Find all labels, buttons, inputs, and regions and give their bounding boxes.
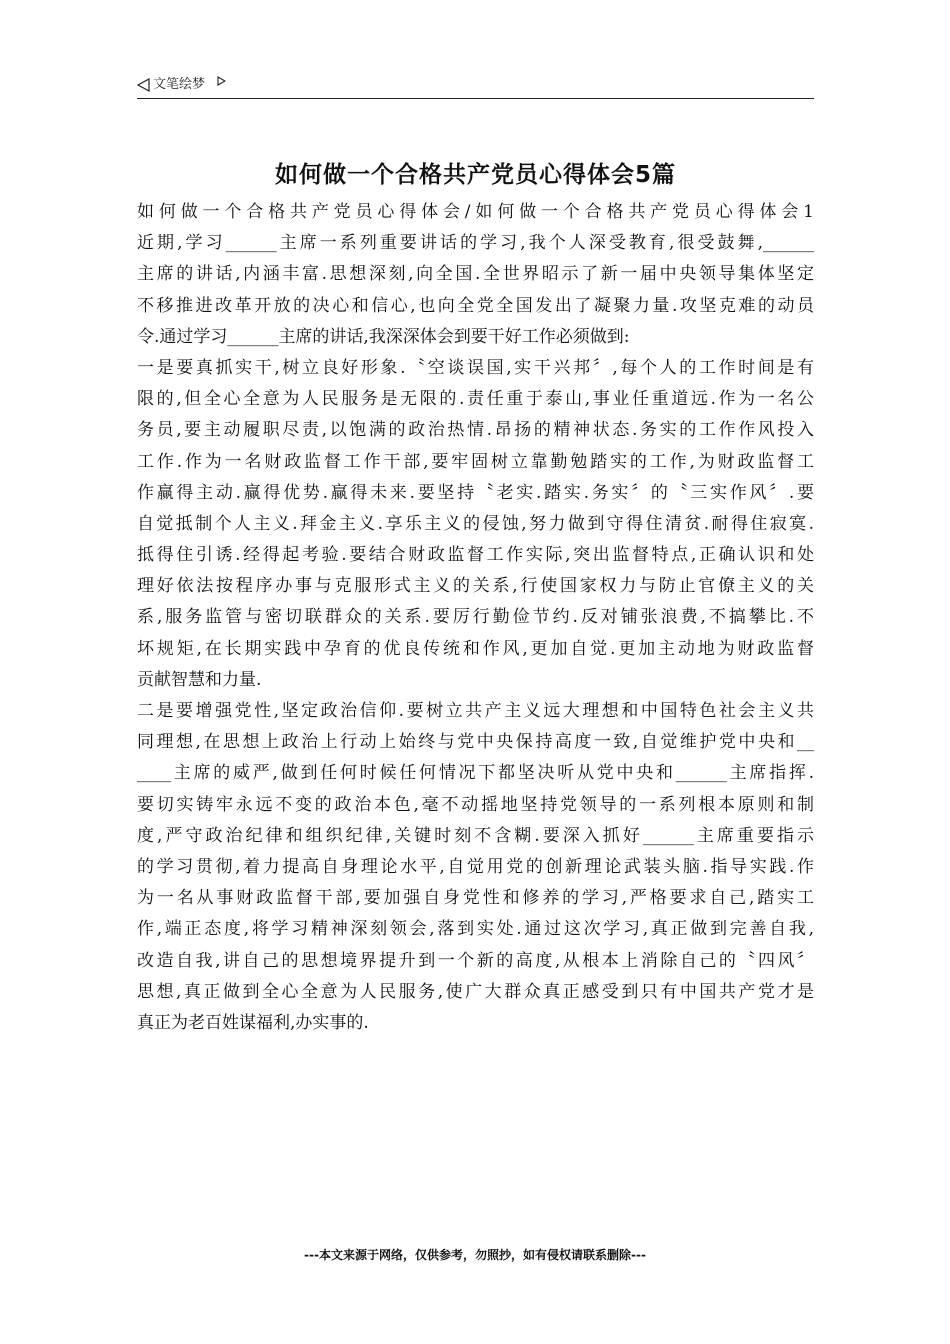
body-line: 令.通过学习______主席的讲话,我深深体会到要干好工作必须做到: — [137, 326, 630, 347]
document-title: 如何做一个合格共产党员心得体会5篇 — [274, 162, 676, 189]
body-line: 要切实铸牢永远不变的政治本色,毫不动摇地坚持党领导的一系列根本原则和制 — [137, 794, 814, 815]
footer-notice: ---本文来源于网络，仅供参考，勿照抄，如有侵权请联系删除--- — [304, 1248, 646, 1262]
body-line: 主席的讲话,内涵丰富.思想深刻,向全国.全世界昭示了新一届中央领导集体坚定 — [137, 264, 814, 285]
body-line: 系,服务监管与密切联群众的关系.要厉行勤俭节约.反对铺张浪费,不搞攀比.不 — [137, 607, 814, 628]
body-line: 一是要真抓实干,树立良好形象.〝空谈误国,实干兴邦〞,每个人的工作时间是有 — [137, 357, 814, 378]
body-line: 不移推进改革开放的决心和信心,也向全党全国发出了凝聚力量.攻坚克难的动员 — [137, 295, 814, 316]
body-line: 务员,要主动履职尽责,以饱满的政治热情.昂扬的精神状态.务实的工作作风投入 — [137, 420, 814, 441]
body-line: 作,端正态度,将学习精神深刻领会,落到实处.通过这次学习,真正做到完善自我, — [137, 919, 814, 940]
header-brand — [137, 76, 226, 94]
body-line: 贡献智慧和力量. — [137, 669, 262, 690]
body-line: 工作.作为一名财政监督工作干部,要牢固树立靠勤勉踏实的工作,为财政监督工 — [137, 451, 814, 472]
body-line: 真正为老百姓谋福利,办实事的. — [137, 1012, 369, 1033]
body-line: 抵得住引诱.经得起考验.要结合财政监督工作实际,突出监督特点,正确认识和处 — [137, 545, 814, 566]
body-line: 的学习贯彻,着力提高自身理论水平,自觉用党的创新理论武装头脑.指导实践.作 — [137, 856, 814, 877]
body-line: 近期,学习______主席一系列重要讲话的学习,我个人深受教育,很受鼓舞,______ — [137, 233, 814, 254]
body-line: 坏规矩,在长期实践中孕育的优良传统和作风,更加自觉.更加主动地为财政监督 — [137, 638, 814, 659]
body-line: 改造自我,讲自己的思想境界提升到一个新的高度,从根本上消除自己的〝四风〞 — [137, 950, 814, 971]
body-line: 自觉抵制个人主义.拜金主义.享乐主义的侵蚀,努力做到守得住清贫.耐得住寂寞. — [137, 513, 814, 534]
body-line: 理好依法按程序办事与克服形式主义的关系,行使国家权力与防止官僚主义的关 — [137, 576, 814, 597]
left-triangle-icon — [137, 78, 150, 92]
page-header — [137, 74, 814, 99]
body-line: 为一名从事财政监督干部,要加强自身党性和修养的学习,严格要求自己,踏实工 — [137, 888, 814, 909]
body-line: 思想,真正做到全心全意为人民服务,使广大群众真正感受到只有中国共产党才是 — [137, 981, 814, 1002]
body-line: 二是要增强党性,坚定政治信仰.要树立共产主义远大理想和中国特色社会主义共 — [137, 701, 814, 721]
right-triangle-icon — [217, 76, 226, 86]
body-line: 同理想,在思想上政治上行动上始终与党中央保持高度一致,自觉维护党中央和__ — [137, 732, 814, 753]
body-line: 限的,但全心全意为人民服务是无限的.责任重于泰山,事业任重道远.作为一名公 — [137, 389, 814, 410]
body-line: 作赢得主动.赢得优势.赢得未来.要坚持〝老实.踏实.务实〞的〝三实作风〞.要 — [137, 482, 814, 503]
body-line: 度,严守政治纪律和组织纪律,关键时刻不含糊.要深入抓好______主席重要指示 — [137, 825, 814, 846]
body-line: ____主席的威严,做到任何时候任何情况下都坚决听从党中央和______主席指挥. — [137, 763, 814, 784]
document-body — [137, 197, 814, 1039]
body-line: 如何做一个合格共产党员心得体会/如何做一个合格共产党员心得体会1 — [137, 202, 814, 222]
brand-name: 文笔绘梦 — [153, 77, 206, 92]
